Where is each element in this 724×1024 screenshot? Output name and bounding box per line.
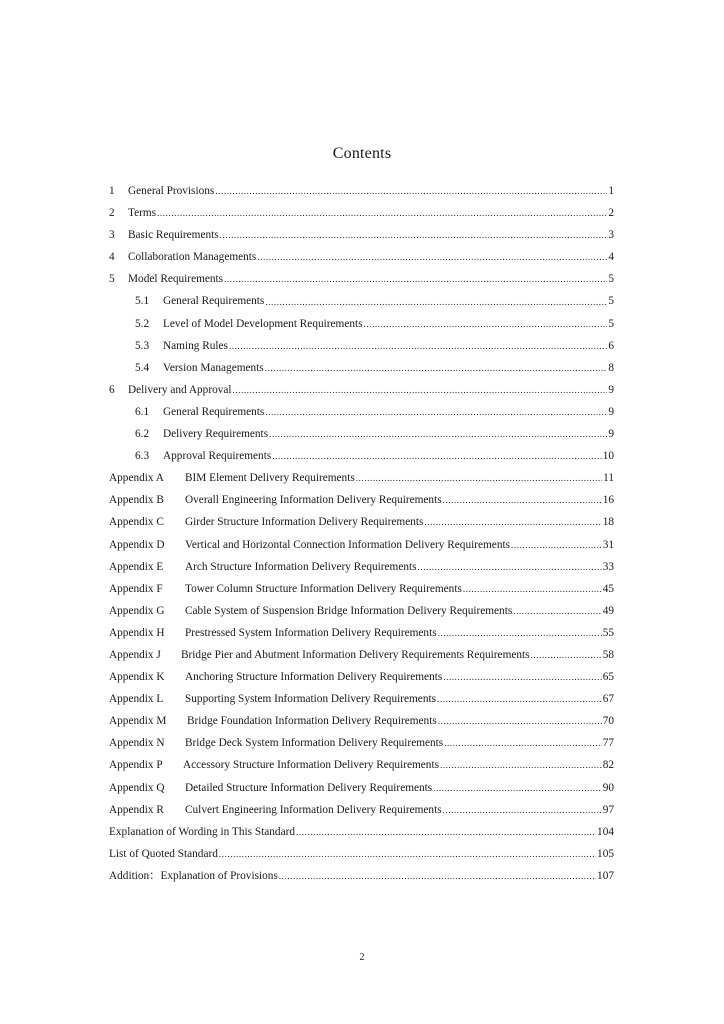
toc-entry-6-3-approval-requirements[interactable] — [109, 445, 614, 467]
toc-entry-5-4-version-managements[interactable] — [109, 357, 614, 379]
toc-entry-label: General Provisions — [128, 185, 215, 197]
toc-entry-list-of-quoted-standard[interactable] — [109, 843, 614, 865]
page-title: Contents — [332, 145, 392, 162]
toc-entry-label: General Requirements — [163, 405, 265, 418]
dot-leader — [511, 534, 602, 556]
toc-entry-label: Basic Requirements — [128, 229, 219, 242]
dot-leader — [438, 710, 602, 732]
toc-entry-number: Appendix C — [109, 516, 164, 529]
toc-entry-label: Culvert Engineering Information Delivery Requirements — [185, 803, 442, 816]
dot-leader — [296, 821, 596, 843]
toc-entry-general-provisions[interactable] — [109, 180, 614, 202]
dot-leader — [438, 622, 602, 644]
dot-leader — [224, 268, 607, 290]
toc-entry-page: 1 — [608, 185, 614, 197]
toc-entry-appendix-q[interactable] — [109, 777, 614, 799]
toc-entry-number: 5.2 — [135, 317, 150, 330]
dot-leader — [440, 754, 602, 776]
toc-entry-appendix-b[interactable] — [109, 489, 614, 511]
toc-entry-number: Appendix E — [109, 560, 164, 573]
toc-entry-label: Delivery and Approval — [128, 383, 232, 396]
toc-entry-appendix-r[interactable] — [109, 799, 614, 821]
toc-entry-number: Appendix G — [109, 604, 165, 617]
toc-entry-page: 16 — [602, 494, 614, 507]
toc-entry-number: 3 — [109, 229, 115, 242]
toc-entry-page: 5 — [608, 317, 614, 330]
toc-entry-number: 4 — [109, 251, 115, 264]
dot-leader — [424, 511, 601, 533]
toc-entry-page: 31 — [602, 538, 614, 551]
dot-leader — [269, 423, 607, 445]
toc-entry-label: Collaboration Managements — [128, 251, 257, 264]
dot-leader — [265, 401, 607, 423]
toc-entry-page: 45 — [602, 582, 614, 595]
toc-entry-explanation-of-wording[interactable] — [109, 821, 614, 843]
dot-leader — [272, 445, 601, 467]
toc-entry-page: 8 — [608, 361, 614, 374]
toc-entry-page: 70 — [602, 715, 614, 728]
toc-entry-label: Bridge Foundation Information Delivery Requirements — [187, 715, 437, 728]
toc-entry-5-3-naming-rules[interactable] — [109, 335, 614, 357]
dot-leader — [220, 224, 608, 246]
toc-entry-page: 105 — [597, 847, 614, 860]
toc-entry-appendix-d[interactable] — [109, 534, 614, 556]
toc-entry-number: 6.1 — [135, 405, 150, 418]
dot-leader — [443, 489, 602, 511]
toc-entry-appendix-e[interactable] — [109, 556, 614, 578]
toc-entry-basic-requirements[interactable] — [109, 224, 614, 246]
toc-entry-page: 33 — [602, 560, 614, 573]
dot-leader — [443, 666, 601, 688]
toc-entry-number: Appendix D — [109, 538, 165, 551]
toc-entry-page: 67 — [602, 693, 614, 706]
toc-entry-appendix-k[interactable] — [109, 666, 614, 688]
toc-entry-number: Appendix L — [109, 693, 164, 706]
toc-entry-number: Appendix P — [109, 759, 163, 772]
toc-entry-page: 49 — [602, 604, 614, 617]
toc-entry-page: 11 — [603, 472, 614, 485]
toc-entry-number: 5.3 — [135, 339, 150, 352]
dot-leader — [444, 732, 602, 754]
toc-entry-number: 5.4 — [135, 361, 150, 374]
toc-entry-6-1-general-requirements[interactable] — [109, 401, 614, 423]
dot-leader — [356, 467, 602, 489]
dot-leader — [265, 357, 608, 379]
toc-entry-label: Explanation of Wording in This Standard — [109, 825, 295, 838]
toc-entry-number: Appendix R — [109, 803, 164, 816]
toc-entry-delivery-and-approval[interactable] — [109, 379, 614, 401]
toc-entry-page: 97 — [602, 803, 614, 816]
toc-entry-label: Vertical and Horizontal Connection Information Delivery Requirements — [185, 538, 511, 551]
toc-entry-page: 9 — [608, 428, 614, 441]
toc-entry-label: Anchoring Structure Information Delivery Requirements — [185, 671, 443, 684]
toc-entry-label: Overall Engineering Information Delivery Requirements — [185, 494, 442, 507]
toc-entry-number: Appendix H — [109, 626, 165, 639]
toc-entry-page: 77 — [602, 737, 614, 750]
table-of-contents — [109, 180, 614, 887]
toc-entry-5-2-lod-requirements[interactable] — [109, 313, 614, 335]
toc-entry-label: Level of Model Development Requirements — [163, 317, 363, 330]
toc-entry-label: Terms — [128, 207, 157, 220]
toc-entry-number: Appendix B — [109, 494, 164, 507]
dot-leader — [215, 180, 607, 202]
toc-entry-appendix-j[interactable] — [109, 644, 614, 666]
toc-entry-page: 5 — [608, 273, 614, 286]
toc-entry-page: 18 — [602, 516, 614, 529]
toc-entry-page: 104 — [597, 825, 614, 838]
toc-entry-explanation-of-provisions[interactable] — [109, 865, 614, 887]
toc-entry-label: Tower Column Structure Information Delivery Requirements — [185, 582, 462, 595]
dot-leader — [433, 777, 602, 799]
toc-entry-number: 2 — [109, 207, 115, 220]
toc-entry-number: 6.3 — [135, 450, 150, 463]
toc-entry-appendix-c[interactable] — [109, 511, 614, 533]
toc-entry-page: 6 — [608, 339, 614, 352]
toc-entry-page: 3 — [608, 229, 614, 242]
toc-entry-number: Appendix F — [109, 582, 163, 595]
toc-entry-5-1-general-requirements[interactable] — [109, 290, 614, 312]
toc-entry-page: 65 — [602, 671, 614, 684]
toc-entry-label: Arch Structure Information Delivery Requirements — [185, 560, 417, 573]
page-number: 2 — [359, 952, 365, 963]
toc-entry-label: Version Managements — [163, 361, 264, 374]
toc-entry-page: 5 — [608, 295, 614, 308]
toc-entry-label: Bridge Deck System Information Delivery Requirements — [185, 737, 444, 750]
dot-leader — [233, 379, 608, 401]
toc-entry-terms[interactable] — [109, 202, 614, 224]
toc-entry-number: 5.1 — [135, 295, 150, 308]
toc-entry-page: 82 — [602, 759, 614, 772]
toc-entry-page: 58 — [602, 648, 614, 661]
toc-entry-appendix-n[interactable] — [109, 732, 614, 754]
toc-entry-6-2-delivery-requirements[interactable] — [109, 423, 614, 445]
toc-entry-appendix-p[interactable] — [109, 754, 614, 776]
toc-entry-label: Supporting System Information Delivery Requirements — [185, 693, 437, 706]
toc-entry-label: Detailed Structure Information Delivery Requirements — [185, 781, 433, 794]
toc-entry-appendix-h[interactable] — [109, 622, 614, 644]
toc-entry-label: BIM Element Delivery Requirements — [185, 472, 355, 485]
toc-entry-label: Model Requirements — [128, 273, 224, 286]
dot-leader — [513, 600, 601, 622]
toc-entry-label: Prestressed System Information Delivery Requirements — [185, 626, 437, 639]
toc-entry-page: 2 — [608, 207, 614, 220]
toc-entry-label: Accessory Structure Information Delivery Requirements — [183, 759, 439, 772]
dot-leader — [531, 644, 602, 666]
toc-entry-appendix-l[interactable] — [109, 688, 614, 710]
toc-entry-page: 9 — [608, 383, 614, 396]
toc-entry-label: List of Quoted Standard — [109, 847, 218, 860]
toc-entry-number: Appendix A — [109, 472, 164, 485]
toc-entry-appendix-a[interactable] — [109, 467, 614, 489]
dot-leader — [257, 246, 607, 268]
toc-entry-label: Girder Structure Information Delivery Requirements — [185, 516, 424, 529]
dot-leader — [418, 556, 602, 578]
toc-entry-number: 6 — [109, 383, 115, 396]
toc-entry-page: 9 — [608, 405, 614, 418]
toc-entry-appendix-g[interactable] — [109, 600, 614, 622]
dot-leader — [219, 843, 596, 865]
toc-entry-number: 6.2 — [135, 428, 150, 441]
dot-leader — [443, 799, 602, 821]
toc-entry-page: 90 — [602, 781, 614, 794]
toc-entry-label: Delivery Requirements — [163, 428, 269, 441]
dot-leader — [463, 578, 602, 600]
toc-entry-label: Bridge Pier and Abutment Information Delivery Requirements Requirements — [181, 648, 530, 661]
toc-entry-label: Approval Requirements — [163, 450, 272, 463]
toc-entry-collaboration-managements[interactable] — [109, 246, 614, 268]
dot-leader — [279, 865, 596, 887]
toc-entry-number: Appendix K — [109, 671, 165, 684]
toc-entry-appendix-m[interactable] — [109, 710, 614, 732]
dot-leader — [229, 335, 607, 357]
dot-leader — [364, 313, 608, 335]
toc-entry-label: Naming Rules — [163, 339, 228, 352]
toc-entry-number: Appendix M — [109, 715, 167, 728]
toc-entry-number: 1 — [109, 185, 115, 197]
toc-entry-page: 107 — [597, 869, 614, 882]
toc-entry-number: Appendix N — [109, 737, 165, 750]
toc-entry-appendix-f[interactable] — [109, 578, 614, 600]
dot-leader — [157, 202, 607, 224]
dot-leader — [437, 688, 602, 710]
toc-entry-label: Addition：Explanation of Provisions — [109, 869, 278, 882]
dot-leader — [265, 291, 607, 313]
toc-entry-number: 5 — [109, 273, 115, 286]
toc-entry-label: General Requirements — [163, 295, 265, 308]
toc-entry-page: 10 — [602, 450, 614, 463]
toc-entry-model-requirements[interactable] — [109, 268, 614, 290]
toc-entry-number: Appendix J — [109, 648, 161, 661]
toc-entry-page: 4 — [608, 251, 614, 264]
toc-entry-number: Appendix Q — [109, 781, 165, 794]
toc-entry-page: 55 — [602, 626, 614, 639]
toc-entry-label: Cable System of Suspension Bridge Information Delivery Requirements — [185, 604, 513, 617]
